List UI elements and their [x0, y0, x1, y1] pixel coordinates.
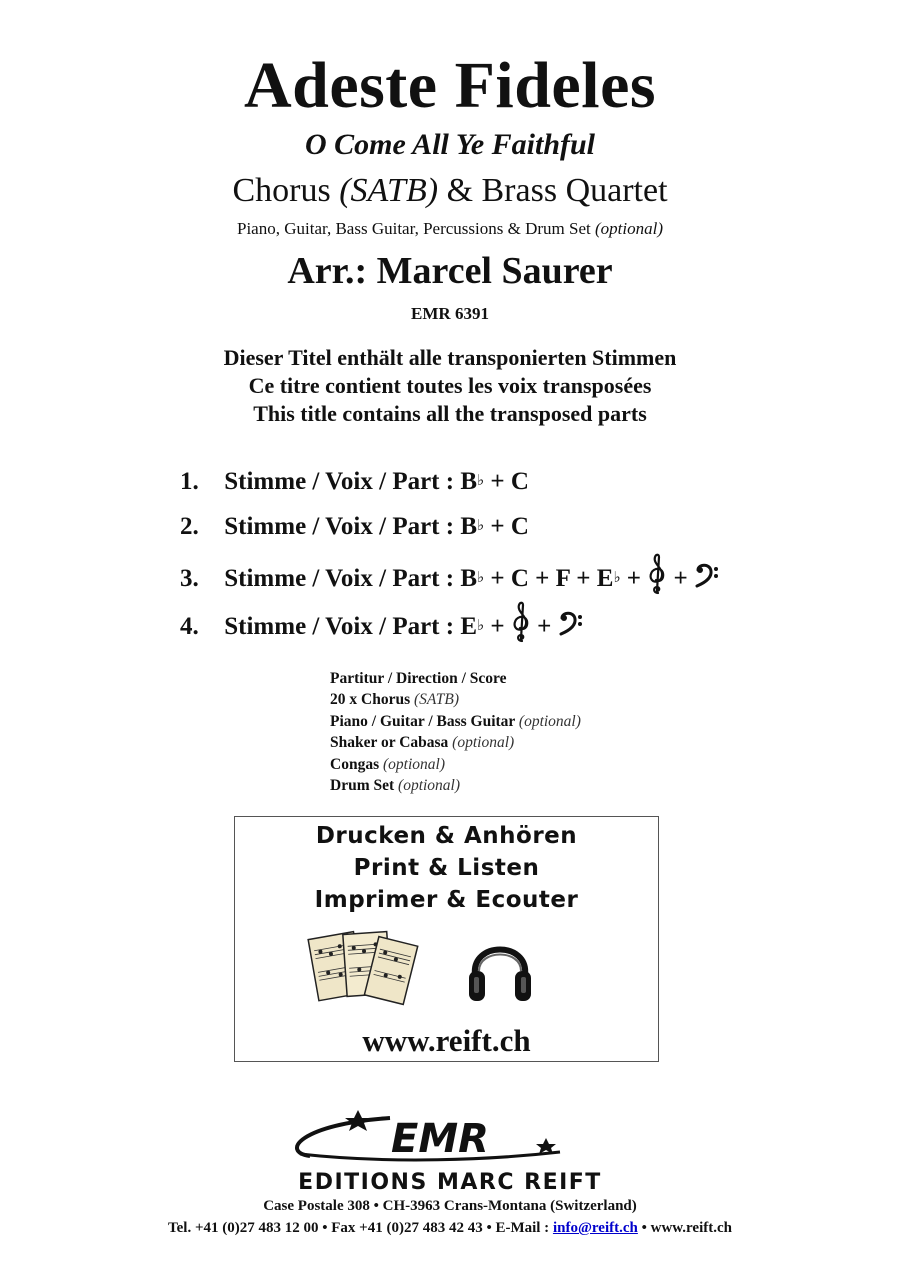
- flat-sign: ♭: [613, 570, 621, 587]
- clef-separator: +: [484, 613, 511, 641]
- key-separator: +: [528, 565, 556, 593]
- part-number: 3.: [180, 565, 199, 593]
- flat-sign: ♭: [477, 570, 485, 587]
- item-text: Partitur / Direction / Score: [330, 670, 507, 687]
- part-row-4: [180, 601, 584, 641]
- emr-logo: [240, 1104, 660, 1175]
- item-note: (optional): [518, 712, 581, 730]
- list-item: [330, 732, 581, 753]
- part-label: Stimme / Voix / Part :: [224, 565, 455, 593]
- part-number: 4.: [180, 613, 199, 641]
- list-item: [330, 711, 581, 732]
- publisher-contact: [0, 1220, 900, 1237]
- website-link[interactable]: www.reift.ch: [362, 1023, 531, 1058]
- part-label: Stimme / Voix / Part :: [224, 513, 455, 540]
- part-label: Stimme / Voix / Part :: [224, 613, 455, 641]
- catalog-code: EMR 6391: [411, 304, 489, 323]
- bass-clef-icon: [694, 561, 720, 601]
- sheet-music-icon: [307, 925, 419, 1016]
- arranger: Arr.: Marcel Saurer: [287, 250, 613, 292]
- clef-separator: +: [530, 613, 558, 641]
- note-french: Ce titre contient toutes les voix transposées: [248, 373, 652, 398]
- subtitle: O Come All Ye Faithful: [304, 128, 596, 161]
- key-separator: +: [484, 565, 511, 593]
- instrumentation-post: & Brass Quartet: [438, 172, 668, 209]
- note-german: Dieser Titel enthält alle transponierten Stimmen: [223, 345, 677, 370]
- promo-line-english: Print & Listen: [353, 855, 540, 881]
- item-text: 20 x Chorus: [330, 691, 414, 709]
- clef-separator: +: [620, 565, 648, 593]
- treble-clef-icon: [511, 601, 531, 656]
- flat-sign: ♭: [477, 518, 485, 534]
- publisher-name: EDITIONS MARC REIFT: [298, 1170, 602, 1195]
- page-title: Adeste Fideles: [243, 49, 657, 122]
- print-listen-box: [234, 816, 659, 1062]
- contact-phone-fax: Tel. +41 (0)27 483 12 00 • Fax +41 (0)27 483 42 43 • E-Mail :: [168, 1220, 553, 1236]
- key: B: [460, 565, 478, 593]
- part-label: Stimme / Voix / Part :: [224, 468, 455, 495]
- publisher-address: Case Postale 308 • CH-3963 Crans-Montana (Switzerland): [263, 1198, 637, 1214]
- part-row-2: [180, 507, 529, 547]
- part-number: 1.: [180, 468, 199, 495]
- key: C: [510, 565, 529, 593]
- key: C: [510, 468, 529, 495]
- clef-separator: +: [667, 565, 695, 593]
- part-row-3: [180, 553, 720, 593]
- key: B: [460, 468, 478, 495]
- contact-web: • www.reift.ch: [637, 1220, 732, 1236]
- logo-text: EMR: [391, 1116, 489, 1162]
- promo-line-german: Drucken & Anhören: [315, 823, 578, 849]
- list-item: [330, 689, 581, 710]
- optional-instruments: [0, 219, 900, 239]
- list-item: [330, 668, 581, 689]
- item-text: Shaker or Cabasa: [330, 734, 453, 752]
- promo-line-french: Imprimer & Ecouter: [314, 887, 579, 913]
- instrumentation: [0, 172, 900, 210]
- contents-list: [330, 668, 581, 796]
- headphones-icon: [465, 931, 535, 1014]
- treble-clef-icon: [647, 553, 667, 608]
- email-link[interactable]: info@reift.ch: [552, 1220, 638, 1236]
- instrumentation-pre: Chorus: [232, 172, 340, 209]
- key-separator: +: [484, 513, 511, 540]
- key: B: [460, 513, 478, 540]
- bass-clef-icon: [558, 609, 584, 649]
- item-note: (optional): [398, 777, 461, 795]
- list-item: [330, 775, 581, 796]
- key: C: [510, 513, 529, 540]
- item-text: Piano / Guitar / Bass Guitar: [330, 712, 519, 730]
- key: E: [460, 613, 478, 641]
- key: F: [555, 565, 571, 593]
- part-number: 2.: [180, 513, 199, 540]
- voice-type: (SATB): [339, 172, 439, 209]
- item-text: Congas: [330, 755, 383, 773]
- item-note: (optional): [452, 734, 515, 752]
- note-english: This title contains all the transposed parts: [253, 401, 647, 426]
- item-note: (optional): [382, 755, 445, 773]
- optional-instruments-list: Piano, Guitar, Bass Guitar, Percussions & Drum Set: [237, 219, 595, 238]
- list-item: [330, 754, 581, 775]
- optional-label: (optional): [594, 219, 663, 238]
- key-separator: +: [570, 565, 597, 593]
- item-text: Drum Set: [330, 777, 399, 795]
- key-separator: +: [484, 468, 511, 495]
- flat-sign: ♭: [477, 473, 485, 489]
- part-row-1: [180, 462, 529, 502]
- flat-sign: ♭: [477, 618, 485, 635]
- item-note: (SATB): [413, 691, 460, 709]
- key: E: [596, 565, 614, 593]
